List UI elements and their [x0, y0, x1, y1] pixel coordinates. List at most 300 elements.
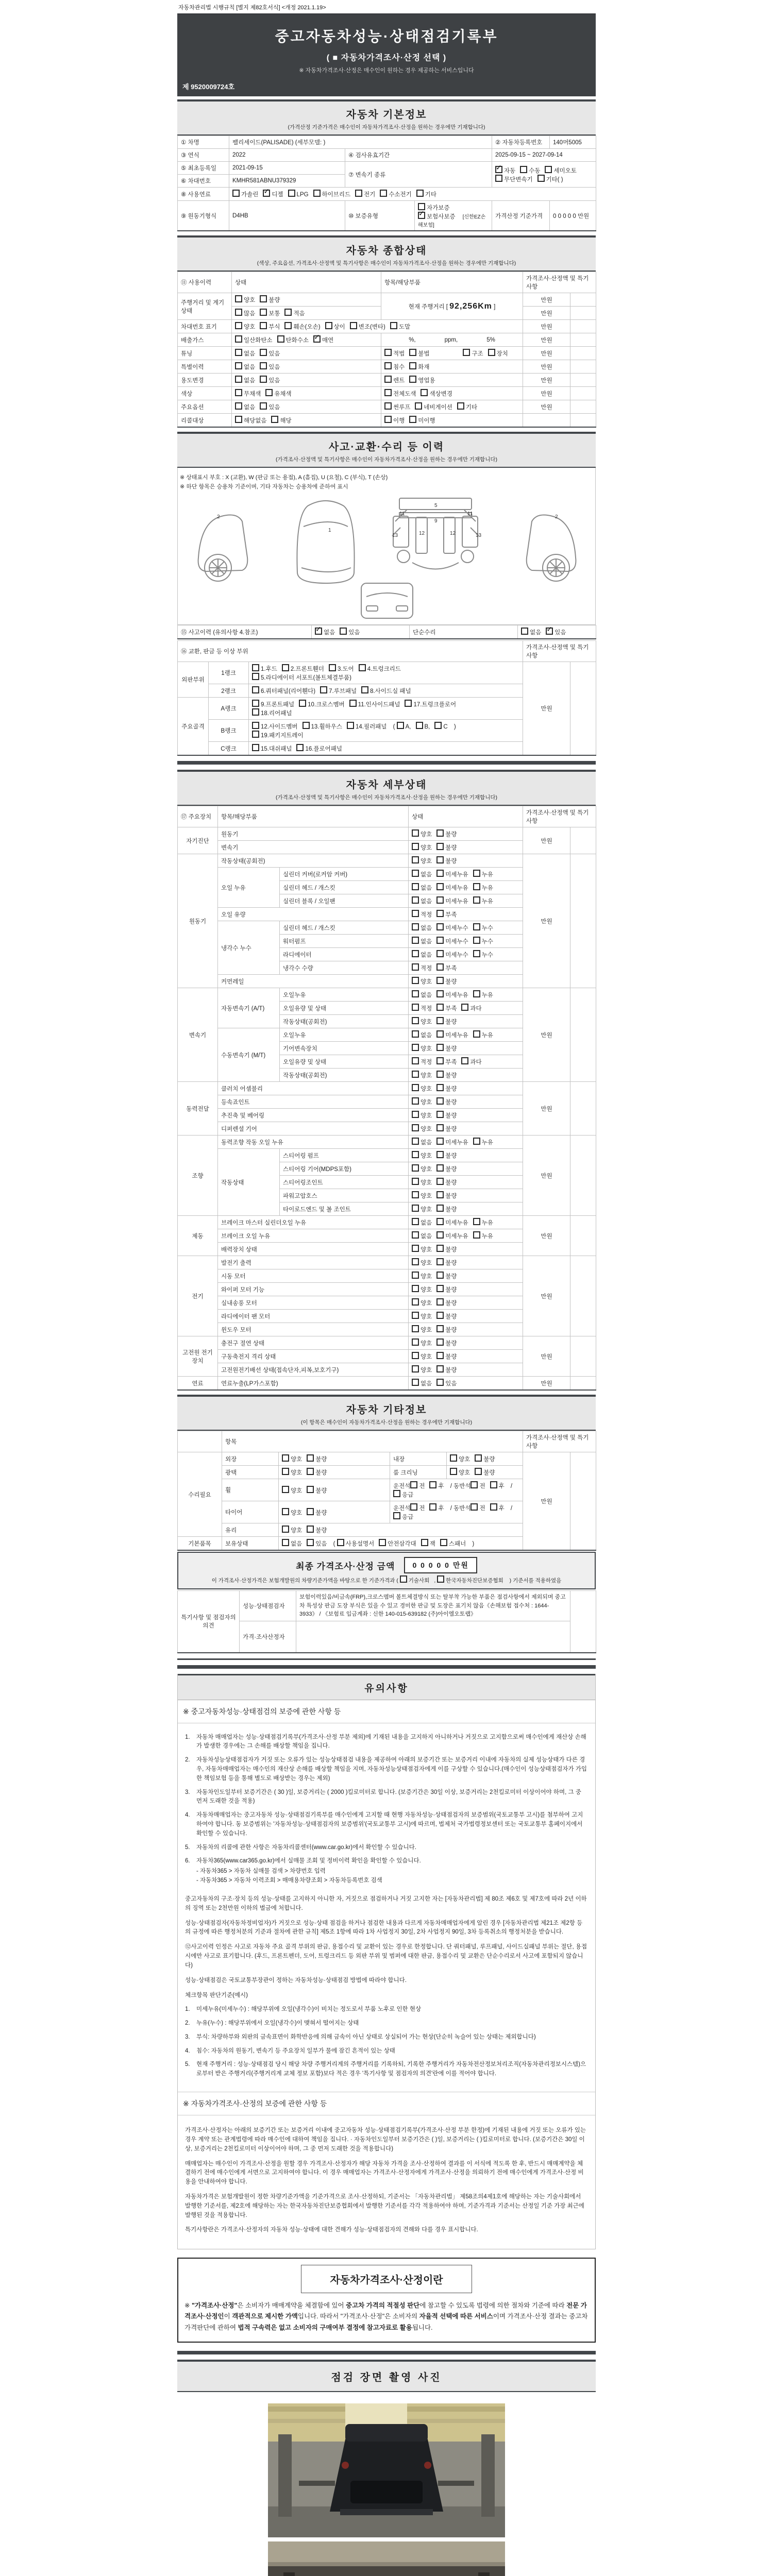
checkbox-icon[interactable]: [520, 166, 527, 173]
checkbox-option[interactable]: 미세누유: [436, 870, 468, 878]
checkbox-option[interactable]: 불법: [409, 349, 429, 358]
checkbox-option[interactable]: 기타: [416, 190, 436, 198]
checkbox-icon[interactable]: [252, 722, 259, 729]
checkbox-icon[interactable]: [412, 910, 419, 917]
checkbox-icon[interactable]: [436, 1071, 444, 1078]
checkbox-option[interactable]: 불량: [475, 1454, 495, 1463]
checkbox-icon[interactable]: [434, 722, 442, 729]
checkbox-option[interactable]: 적정: [412, 1004, 432, 1012]
checkbox-option[interactable]: ✓보험사보증: [418, 212, 456, 221]
checkbox-option[interactable]: 양호: [282, 1526, 302, 1534]
checkbox-icon[interactable]: [412, 883, 419, 890]
checkbox-option[interactable]: 불량: [436, 977, 457, 986]
checkbox-option[interactable]: 누유: [473, 1218, 493, 1227]
checkbox-icon[interactable]: [412, 1365, 419, 1372]
checkbox-option[interactable]: 후: [429, 1481, 444, 1490]
checkbox-icon[interactable]: [470, 1481, 478, 1488]
checkbox-icon[interactable]: [252, 744, 259, 751]
checkbox-icon[interactable]: [288, 190, 295, 197]
checkbox-icon[interactable]: [412, 950, 419, 957]
checkbox-option[interactable]: 영업용: [409, 376, 435, 384]
checkbox-option[interactable]: 양호: [412, 1178, 432, 1187]
checkbox-option[interactable]: 색상변경: [421, 389, 452, 398]
checkbox-icon[interactable]: [436, 1138, 444, 1145]
checkbox-option[interactable]: 후: [490, 1481, 505, 1490]
checkbox-option[interactable]: 불량: [307, 1508, 327, 1517]
checkbox-icon[interactable]: [232, 190, 240, 197]
checkbox-icon[interactable]: [412, 1379, 419, 1386]
checkbox-option[interactable]: 양호: [412, 1365, 432, 1374]
checkbox-icon[interactable]: [475, 1468, 482, 1475]
checkbox-option[interactable]: 부족: [436, 1004, 457, 1012]
checkbox-icon[interactable]: [436, 950, 444, 957]
checkbox-option[interactable]: 양호: [282, 1486, 302, 1495]
checkbox-icon[interactable]: [537, 175, 545, 182]
checkbox-icon[interactable]: [412, 977, 419, 984]
checkbox-option[interactable]: 기타( ): [537, 175, 563, 183]
checkbox-icon[interactable]: [473, 1030, 480, 1038]
checkbox-option[interactable]: 해당없음: [235, 416, 266, 425]
checkbox-icon[interactable]: [490, 1481, 497, 1488]
checkbox-icon[interactable]: [436, 1231, 444, 1239]
checkbox-icon[interactable]: [299, 700, 306, 707]
checkbox-option[interactable]: 미세누유: [436, 1030, 468, 1039]
checkbox-icon[interactable]: [470, 1503, 478, 1511]
checkbox-icon[interactable]: [235, 389, 242, 396]
checkbox-option[interactable]: 부족: [436, 910, 457, 919]
checkbox-option[interactable]: 미세누유: [436, 896, 468, 905]
checkbox-icon[interactable]: [436, 1111, 444, 1118]
checkbox-icon[interactable]: [436, 1017, 444, 1024]
checkbox-icon[interactable]: [282, 1468, 289, 1475]
checkbox-icon[interactable]: [436, 1245, 444, 1252]
checkbox-option[interactable]: 변조(변타): [350, 322, 385, 331]
checkbox-icon[interactable]: [415, 402, 422, 410]
checkbox-option[interactable]: 양호: [412, 1191, 432, 1200]
checkbox-option[interactable]: 18.리어패널: [252, 708, 292, 717]
checkbox-icon[interactable]: [473, 923, 480, 930]
checkbox-icon[interactable]: [235, 322, 242, 329]
checkbox-icon[interactable]: [463, 349, 470, 356]
checkbox-icon[interactable]: [260, 349, 267, 356]
checkbox-option[interactable]: 도말: [390, 322, 410, 331]
checkbox-option[interactable]: 양호: [412, 843, 432, 852]
checkbox-option[interactable]: 없음: [412, 1231, 432, 1240]
checkbox-option[interactable]: 불량: [436, 1178, 457, 1187]
checkbox-icon[interactable]: [252, 700, 259, 707]
checkbox-option[interactable]: 양호: [412, 1097, 432, 1106]
checkbox-icon[interactable]: [393, 1490, 400, 1497]
checkbox-option[interactable]: 자가보증: [418, 203, 449, 212]
checkbox-icon[interactable]: [384, 416, 392, 423]
checkbox-icon[interactable]: [410, 1481, 417, 1488]
checkbox-option[interactable]: 기술사회: [400, 1575, 430, 1584]
checkbox-icon[interactable]: [412, 1071, 419, 1078]
checkbox-option[interactable]: 보통: [260, 309, 280, 317]
checkbox-icon[interactable]: [412, 1044, 419, 1051]
checkbox-icon[interactable]: [271, 416, 278, 423]
checkbox-option[interactable]: 양호: [412, 1084, 432, 1093]
checkbox-icon[interactable]: [412, 963, 419, 971]
checkbox-icon[interactable]: [307, 1539, 314, 1546]
checkbox-option[interactable]: 양호: [235, 295, 255, 304]
checkbox-icon[interactable]: [393, 1512, 400, 1519]
checkbox-icon[interactable]: [436, 1097, 444, 1105]
checkbox-icon[interactable]: [436, 990, 444, 997]
checkbox-icon[interactable]: [429, 1503, 436, 1511]
checkbox-option[interactable]: 적정: [412, 963, 432, 972]
checkbox-option[interactable]: 누유: [473, 1030, 493, 1039]
checkbox-option[interactable]: 양호: [412, 1044, 432, 1053]
checkbox-option[interactable]: 해당: [271, 416, 291, 425]
checkbox-option[interactable]: 누유: [473, 883, 493, 892]
checkbox-icon[interactable]: [307, 1508, 314, 1515]
checkbox-icon[interactable]: [409, 416, 416, 423]
checkbox-checked-icon[interactable]: [263, 190, 270, 197]
checkbox-icon[interactable]: [235, 349, 242, 356]
checkbox-option[interactable]: 6.쿼터패널(리어휀다): [252, 686, 315, 695]
checkbox-icon[interactable]: [457, 402, 464, 410]
checkbox-icon[interactable]: [436, 896, 444, 904]
checkbox-option[interactable]: 양호: [450, 1468, 470, 1477]
checkbox-option[interactable]: 불량: [436, 1365, 457, 1374]
checkbox-icon[interactable]: [303, 722, 310, 729]
checkbox-icon[interactable]: [521, 628, 528, 635]
checkbox-icon[interactable]: [260, 322, 267, 329]
checkbox-icon[interactable]: [384, 349, 392, 356]
checkbox-option[interactable]: 잭: [421, 1539, 435, 1548]
checkbox-option[interactable]: 미세누수: [436, 923, 468, 932]
checkbox-icon[interactable]: [235, 335, 242, 343]
checkbox-icon[interactable]: [436, 1312, 444, 1319]
checkbox-icon[interactable]: [282, 1508, 289, 1515]
checkbox-icon[interactable]: [436, 923, 444, 930]
checkbox-option[interactable]: 19.패키지트레이: [252, 731, 304, 739]
checkbox-icon[interactable]: [421, 389, 428, 396]
checkbox-icon[interactable]: [282, 1526, 289, 1533]
checkbox-icon[interactable]: [412, 1231, 419, 1239]
checkbox-option[interactable]: 없음: [235, 402, 255, 411]
checkbox-icon[interactable]: [436, 1164, 444, 1172]
checkbox-option[interactable]: 양호: [412, 1124, 432, 1133]
checkbox-icon[interactable]: [436, 1084, 444, 1091]
checkbox-option[interactable]: 양호: [412, 1111, 432, 1120]
checkbox-icon[interactable]: [436, 1285, 444, 1292]
checkbox-option[interactable]: 불량: [436, 1325, 457, 1334]
checkbox-option[interactable]: 불량: [307, 1486, 327, 1495]
checkbox-icon[interactable]: [412, 1178, 419, 1185]
checkbox-icon[interactable]: [235, 309, 242, 316]
checkbox-icon[interactable]: [436, 870, 444, 877]
checkbox-icon[interactable]: [436, 829, 444, 837]
checkbox-option[interactable]: ✓ 없음: [315, 628, 335, 636]
checkbox-icon[interactable]: [412, 1084, 419, 1091]
checkbox-icon[interactable]: [436, 1178, 444, 1185]
checkbox-option[interactable]: 불량: [436, 1191, 457, 1200]
checkbox-icon[interactable]: [412, 1191, 419, 1198]
checkbox-option[interactable]: 양호: [412, 1352, 432, 1361]
checkbox-option[interactable]: 12.사이드멤버: [252, 722, 298, 731]
checkbox-icon[interactable]: [436, 1338, 444, 1346]
checkbox-option[interactable]: 누유: [473, 1138, 493, 1146]
checkbox-icon[interactable]: [436, 963, 444, 971]
checkbox-icon[interactable]: [412, 829, 419, 837]
checkbox-icon[interactable]: [545, 166, 552, 173]
checkbox-icon[interactable]: [252, 673, 259, 680]
checkbox-icon[interactable]: [325, 322, 332, 329]
checkbox-icon[interactable]: [436, 1218, 444, 1225]
checkbox-option[interactable]: 누유: [473, 1231, 493, 1240]
checkbox-option[interactable]: 미세누유: [436, 1138, 468, 1146]
checkbox-icon[interactable]: [436, 883, 444, 890]
checkbox-icon[interactable]: [412, 843, 419, 850]
checkbox-icon[interactable]: [488, 349, 495, 356]
checkbox-icon[interactable]: [260, 376, 267, 383]
checkbox-icon[interactable]: [409, 376, 416, 383]
checkbox-icon[interactable]: [412, 1111, 419, 1118]
checkbox-option[interactable]: 없음: [412, 950, 432, 959]
checkbox-icon[interactable]: [436, 856, 444, 863]
checkbox-icon[interactable]: [436, 1205, 444, 1212]
checkbox-option[interactable]: 불량: [436, 1017, 457, 1026]
checkbox-option[interactable]: ✓자동: [495, 166, 515, 175]
checkbox-option[interactable]: 양호: [412, 856, 432, 865]
checkbox-option[interactable]: 있음: [260, 349, 280, 358]
checkbox-option[interactable]: 미세누유: [436, 990, 468, 999]
checkbox-option[interactable]: 불량: [436, 1272, 457, 1280]
checkbox-option[interactable]: 불량: [436, 1298, 457, 1307]
checkbox-icon[interactable]: [412, 1285, 419, 1292]
checkbox-option[interactable]: 탄화수소: [277, 335, 309, 344]
checkbox-icon[interactable]: [265, 389, 273, 396]
checkbox-icon[interactable]: [320, 686, 327, 693]
checkbox-icon[interactable]: [473, 1218, 480, 1225]
checkbox-icon[interactable]: [412, 1352, 419, 1359]
checkbox-option[interactable]: 누유: [473, 870, 493, 878]
checkbox-option[interactable]: 누수: [473, 937, 493, 945]
checkbox-icon[interactable]: [409, 349, 416, 356]
checkbox-icon[interactable]: [412, 1325, 419, 1332]
checkbox-icon[interactable]: [340, 628, 347, 635]
checkbox-icon[interactable]: [461, 1004, 468, 1011]
checkbox-icon[interactable]: [421, 1539, 428, 1546]
checkbox-option[interactable]: 미세누유: [436, 1231, 468, 1240]
checkbox-option[interactable]: 양호: [412, 1245, 432, 1253]
checkbox-option[interactable]: 있음: [260, 402, 280, 411]
checkbox-option[interactable]: 미세누유: [436, 1218, 468, 1227]
checkbox-icon[interactable]: [436, 1057, 444, 1064]
checkbox-option[interactable]: 후: [429, 1503, 444, 1512]
checkbox-option[interactable]: 없음: [282, 1539, 302, 1548]
checkbox-option[interactable]: 불량: [436, 1285, 457, 1294]
checkbox-checked-icon[interactable]: [313, 335, 321, 343]
checkbox-icon[interactable]: [412, 1312, 419, 1319]
checkbox-icon[interactable]: [412, 896, 419, 904]
checkbox-icon[interactable]: [436, 1258, 444, 1265]
checkbox-option[interactable]: 양호: [412, 1017, 432, 1026]
checkbox-icon[interactable]: [412, 1004, 419, 1011]
checkbox-icon[interactable]: [436, 977, 444, 984]
checkbox-icon[interactable]: [252, 708, 259, 716]
checkbox-icon[interactable]: [436, 1044, 444, 1051]
checkbox-option[interactable]: 불량: [436, 843, 457, 852]
checkbox-icon[interactable]: [412, 856, 419, 863]
checkbox-option[interactable]: 양호: [412, 1071, 432, 1079]
checkbox-icon[interactable]: [282, 1454, 289, 1462]
checkbox-option[interactable]: 유채색: [265, 389, 291, 398]
checkbox-icon[interactable]: [436, 937, 444, 944]
checkbox-option[interactable]: 적정: [412, 910, 432, 919]
checkbox-option[interactable]: 누수: [473, 923, 493, 932]
checkbox-option[interactable]: ✓ 있음: [546, 628, 566, 636]
checkbox-option[interactable]: 15.대쉬패널: [252, 744, 292, 753]
checkbox-icon[interactable]: [436, 1365, 444, 1372]
checkbox-option[interactable]: 불량: [307, 1454, 327, 1463]
checkbox-icon[interactable]: [436, 1004, 444, 1011]
checkbox-option[interactable]: 안전삼각대: [379, 1539, 416, 1548]
checkbox-icon[interactable]: [416, 190, 424, 197]
checkbox-icon[interactable]: [473, 950, 480, 957]
checkbox-icon[interactable]: [436, 1298, 444, 1306]
checkbox-option[interactable]: 불량: [307, 1526, 327, 1534]
checkbox-icon[interactable]: [412, 1097, 419, 1105]
checkbox-option[interactable]: 사용설명서: [337, 1539, 375, 1548]
checkbox-option[interactable]: 부족: [436, 963, 457, 972]
checkbox-option[interactable]: 없음: [412, 883, 432, 892]
checkbox-icon[interactable]: [412, 1017, 419, 1024]
checkbox-option[interactable]: 양호: [412, 1325, 432, 1334]
checkbox-icon[interactable]: [436, 1325, 444, 1332]
checkbox-option[interactable]: 불량: [436, 1124, 457, 1133]
checkbox-option[interactable]: 상이: [325, 322, 345, 331]
checkbox-option[interactable]: 양호: [282, 1468, 302, 1477]
checkbox-option[interactable]: 양호: [412, 1151, 432, 1160]
checkbox-option[interactable]: 렌트: [384, 376, 405, 384]
checkbox-option[interactable]: 있음: [436, 1379, 457, 1387]
checkbox-checked-icon[interactable]: [418, 212, 425, 219]
checkbox-option[interactable]: 불량: [436, 1097, 457, 1106]
checkbox-option[interactable]: 있음: [260, 376, 280, 384]
checkbox-icon[interactable]: [473, 883, 480, 890]
checkbox-icon[interactable]: [235, 402, 242, 410]
checkbox-icon[interactable]: [436, 1272, 444, 1279]
checkbox-icon[interactable]: [436, 843, 444, 850]
checkbox-icon[interactable]: [412, 1138, 419, 1145]
checkbox-option[interactable]: 14.필러패널: [347, 722, 386, 731]
checkbox-option[interactable]: 없음: [412, 896, 432, 905]
checkbox-icon[interactable]: [379, 1539, 386, 1546]
checkbox-icon[interactable]: [282, 1486, 289, 1493]
checkbox-icon[interactable]: [282, 1539, 289, 1546]
checkbox-icon[interactable]: [390, 322, 397, 329]
checkbox-icon[interactable]: [473, 1231, 480, 1239]
checkbox-icon[interactable]: [329, 664, 336, 671]
checkbox-icon[interactable]: [436, 1124, 444, 1131]
checkbox-option[interactable]: 없음: [521, 628, 541, 636]
checkbox-option[interactable]: 불량: [436, 1205, 457, 1213]
checkbox-option[interactable]: B,: [416, 722, 430, 730]
checkbox-icon[interactable]: [436, 1030, 444, 1038]
checkbox-option[interactable]: LPG: [288, 190, 309, 198]
checkbox-option[interactable]: 불량: [475, 1468, 495, 1477]
checkbox-option[interactable]: 응급: [393, 1490, 413, 1499]
checkbox-option[interactable]: 네비게이션: [415, 402, 452, 411]
checkbox-option[interactable]: 불량: [436, 856, 457, 865]
checkbox-icon[interactable]: [473, 1138, 480, 1145]
checkbox-option[interactable]: 후: [490, 1503, 505, 1512]
checkbox-option[interactable]: 10.크로스멤버: [299, 700, 345, 708]
checkbox-option[interactable]: 불량: [436, 1151, 457, 1160]
checkbox-icon[interactable]: [350, 322, 357, 329]
checkbox-checked-icon[interactable]: [546, 628, 553, 635]
checkbox-icon[interactable]: [412, 1030, 419, 1038]
checkbox-option[interactable]: 썬루프: [384, 402, 410, 411]
checkbox-option[interactable]: 적음: [284, 309, 305, 317]
checkbox-option[interactable]: 무단변속기: [495, 175, 533, 183]
checkbox-icon[interactable]: [260, 295, 267, 302]
checkbox-option[interactable]: 누유: [473, 896, 493, 905]
checkbox-option[interactable]: 과다: [461, 1004, 481, 1012]
checkbox-option[interactable]: 전체도색: [384, 389, 416, 398]
checkbox-icon[interactable]: [235, 362, 242, 369]
checkbox-icon[interactable]: [355, 190, 362, 197]
checkbox-icon[interactable]: [429, 1481, 436, 1488]
checkbox-option[interactable]: 기타: [457, 402, 477, 411]
checkbox-option[interactable]: 전기: [355, 190, 375, 198]
checkbox-option[interactable]: 불량: [436, 1245, 457, 1253]
checkbox-option[interactable]: 미세누유: [436, 883, 468, 892]
checkbox-option[interactable]: 양호: [412, 977, 432, 986]
checkbox-option[interactable]: 없음: [235, 376, 255, 384]
checkbox-option[interactable]: 없음: [235, 362, 255, 371]
checkbox-icon[interactable]: [349, 700, 357, 707]
checkbox-icon[interactable]: [409, 362, 416, 369]
checkbox-icon[interactable]: [260, 362, 267, 369]
checkbox-option[interactable]: 전: [470, 1481, 485, 1490]
checkbox-icon[interactable]: [384, 389, 392, 396]
checkbox-option[interactable]: 3.도어: [329, 664, 354, 673]
checkbox-option[interactable]: 누수: [473, 950, 493, 959]
checkbox-option[interactable]: 전: [410, 1481, 425, 1490]
checkbox-icon[interactable]: [436, 1151, 444, 1158]
checkbox-option[interactable]: 한국자동차진단보증협회: [437, 1575, 503, 1584]
checkbox-option[interactable]: 불량: [436, 1111, 457, 1120]
checkbox-icon[interactable]: [384, 402, 392, 410]
checkbox-icon[interactable]: [412, 1164, 419, 1172]
checkbox-option[interactable]: 13.휠하우스: [303, 722, 342, 731]
checkbox-checked-icon[interactable]: [495, 166, 502, 173]
checkbox-option[interactable]: 없음: [235, 349, 255, 358]
checkbox-option[interactable]: 불량: [436, 1044, 457, 1053]
checkbox-icon[interactable]: [412, 1218, 419, 1225]
checkbox-option[interactable]: 불량: [436, 1084, 457, 1093]
checkbox-option[interactable]: 양호: [412, 1338, 432, 1347]
checkbox-icon[interactable]: [397, 722, 404, 729]
checkbox-icon[interactable]: [473, 990, 480, 997]
checkbox-icon[interactable]: [436, 1191, 444, 1198]
checkbox-icon[interactable]: [412, 937, 419, 944]
checkbox-icon[interactable]: [260, 309, 267, 316]
checkbox-icon[interactable]: [307, 1486, 314, 1493]
checkbox-option[interactable]: 4.트렁크리드: [359, 664, 401, 673]
checkbox-icon[interactable]: [384, 376, 392, 383]
checkbox-icon[interactable]: [412, 990, 419, 997]
checkbox-option[interactable]: 양호: [412, 1285, 432, 1294]
checkbox-option[interactable]: 없음: [412, 1030, 432, 1039]
checkbox-icon[interactable]: [252, 686, 259, 693]
checkbox-icon[interactable]: [400, 1575, 407, 1583]
checkbox-option[interactable]: 5.라디에이터 서포트(볼트체결부품): [252, 673, 351, 682]
